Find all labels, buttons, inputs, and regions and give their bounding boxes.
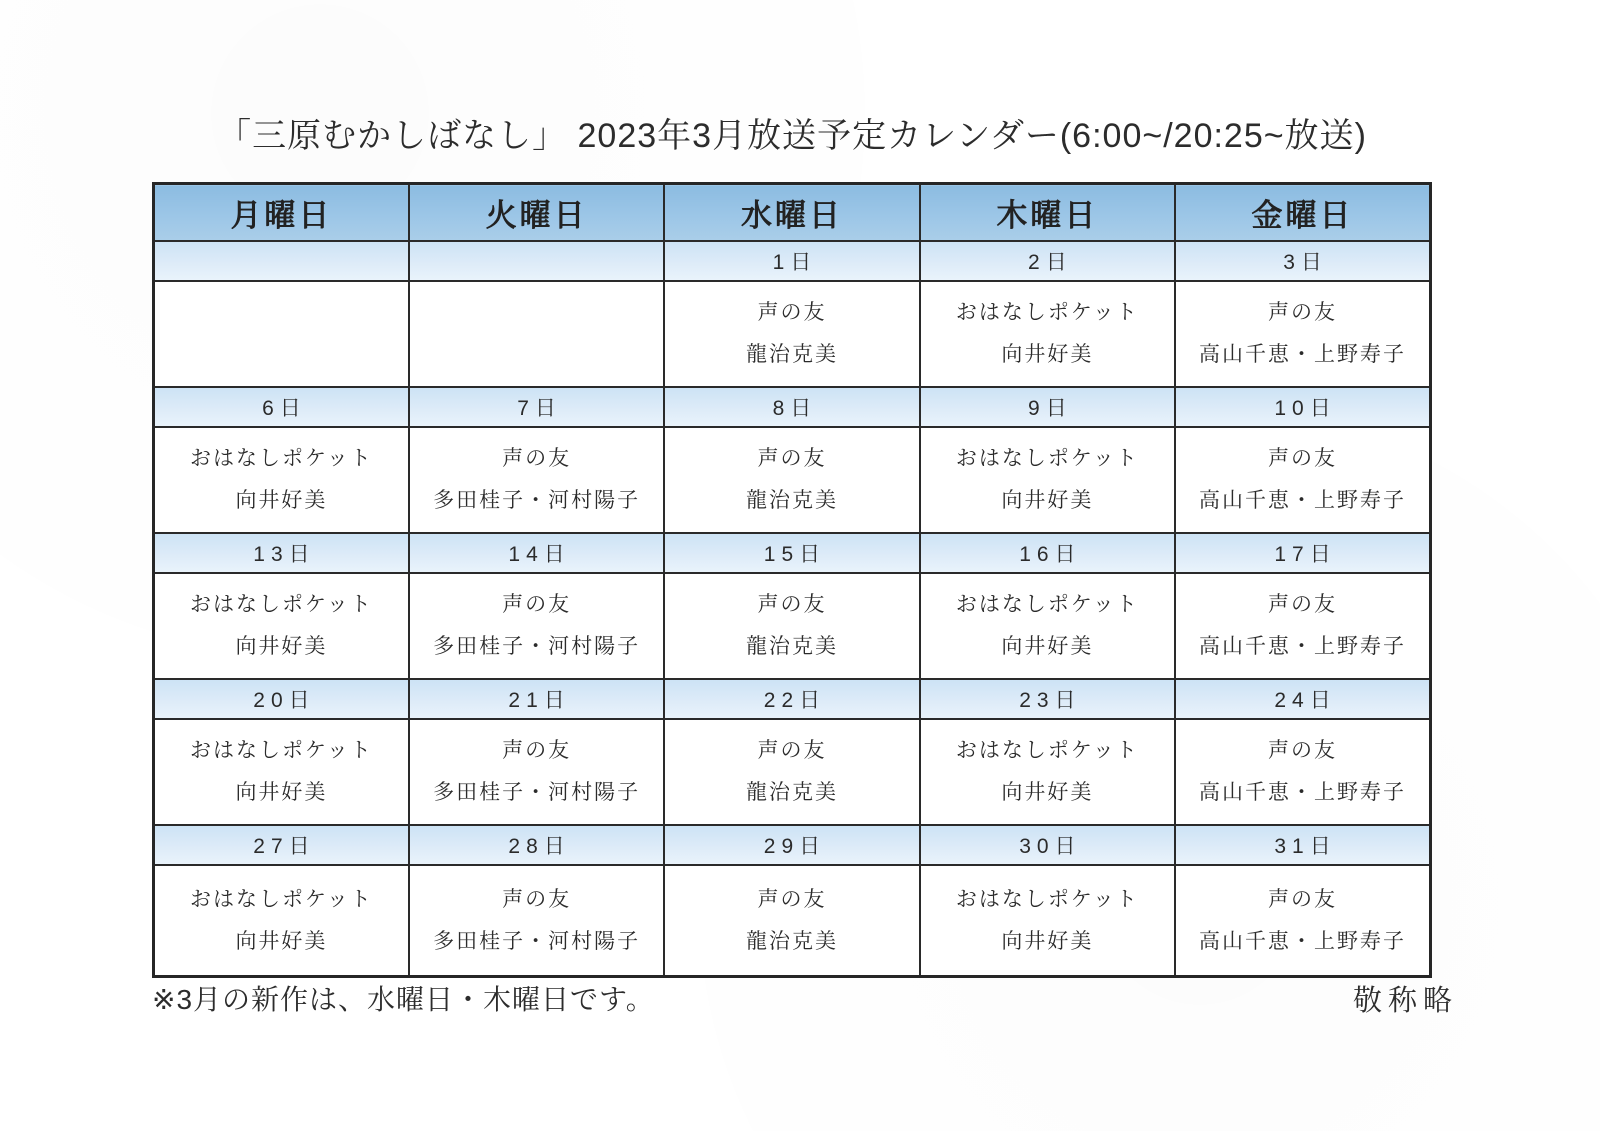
program-performers: 高山千恵・上野寿子 <box>1199 929 1407 953</box>
program-performers: 高山千恵・上野寿子 <box>1199 781 1407 804</box>
program-title: 声の友 <box>757 592 827 616</box>
program-title: 声の友 <box>502 887 572 911</box>
date-cell: 17日 <box>1175 533 1430 573</box>
program-cell <box>409 719 664 825</box>
program-title: おはなしポケット <box>955 300 1139 324</box>
program-title: 声の友 <box>1268 300 1338 324</box>
honorifics-omitted-note: 敬称略 <box>1352 985 1458 1017</box>
program-performers: 龍治克美 <box>745 635 838 658</box>
weekday-header-row <box>154 184 1431 241</box>
program-row-week4 <box>154 719 1431 825</box>
program-performers: 向井好美 <box>1001 929 1094 953</box>
program-title: おはなしポケット <box>955 738 1139 762</box>
program-title: 声の友 <box>757 738 827 762</box>
date-cell: 13日 <box>154 533 409 573</box>
program-performers: 龍治克美 <box>745 489 838 512</box>
program-row-week5 <box>154 865 1431 977</box>
program-performers: 高山千恵・上野寿子 <box>1199 343 1407 366</box>
program-cell <box>920 427 1175 533</box>
header-cell-wednesday: 水曜日 <box>664 184 919 241</box>
program-cell <box>920 573 1175 679</box>
program-cell <box>409 281 664 387</box>
date-cell: 9日 <box>920 387 1175 427</box>
header-cell-thursday: 木曜日 <box>920 184 1175 241</box>
date-row-week3 <box>154 533 1431 573</box>
date-cell: 16日 <box>920 533 1175 573</box>
program-cell <box>664 865 919 977</box>
date-cell: 1日 <box>664 241 919 281</box>
date-cell: 29日 <box>664 825 919 865</box>
date-cell: 14日 <box>409 533 664 573</box>
program-performers: 向井好美 <box>1001 635 1094 658</box>
program-title: 声の友 <box>1268 446 1338 470</box>
program-cell <box>920 281 1175 387</box>
program-title: おはなしポケット <box>955 446 1139 470</box>
program-title: 声の友 <box>1268 738 1338 762</box>
program-title: 声の友 <box>757 300 827 324</box>
date-cell: 6日 <box>154 387 409 427</box>
program-title: 声の友 <box>502 446 572 470</box>
date-cell: 3日 <box>1175 241 1430 281</box>
program-cell <box>920 719 1175 825</box>
broadcast-calendar-table <box>152 182 1432 978</box>
date-cell: 20日 <box>154 679 409 719</box>
date-cell <box>409 241 664 281</box>
date-cell: 8日 <box>664 387 919 427</box>
program-title: 声の友 <box>1268 887 1338 911</box>
date-row-week5 <box>154 825 1431 865</box>
date-cell: 30日 <box>920 825 1175 865</box>
program-row-week1 <box>154 281 1431 387</box>
program-cell <box>409 427 664 533</box>
program-performers: 向井好美 <box>235 781 328 804</box>
header-cell-tuesday: 火曜日 <box>409 184 664 241</box>
header-cell-monday: 月曜日 <box>154 184 409 241</box>
program-performers: 向井好美 <box>1001 781 1094 804</box>
date-cell: 27日 <box>154 825 409 865</box>
date-row-week2 <box>154 387 1431 427</box>
program-cell <box>154 719 409 825</box>
date-cell: 21日 <box>409 679 664 719</box>
program-title: おはなしポケット <box>955 887 1139 911</box>
program-cell <box>1175 427 1430 533</box>
program-title: おはなしポケット <box>189 887 373 911</box>
program-performers: 向井好美 <box>235 489 328 512</box>
program-title: 声の友 <box>757 887 827 911</box>
date-cell: 22日 <box>664 679 919 719</box>
program-performers: 向井好美 <box>1001 489 1094 512</box>
program-cell <box>1175 281 1430 387</box>
program-title: 声の友 <box>1268 592 1338 616</box>
program-row-week2 <box>154 427 1431 533</box>
program-cell <box>409 865 664 977</box>
program-cell <box>664 573 919 679</box>
program-cell <box>154 573 409 679</box>
date-cell: 10日 <box>1175 387 1430 427</box>
program-cell <box>664 427 919 533</box>
program-cell <box>1175 719 1430 825</box>
program-cell <box>154 427 409 533</box>
program-performers: 高山千恵・上野寿子 <box>1199 489 1407 512</box>
program-performers: 向井好美 <box>1001 343 1094 366</box>
program-cell <box>920 865 1175 977</box>
program-performers: 向井好美 <box>235 929 328 953</box>
program-performers: 多田桂子・河村陽子 <box>433 635 641 658</box>
program-performers: 龍治克美 <box>745 781 838 804</box>
program-cell <box>154 281 409 387</box>
date-cell: 2日 <box>920 241 1175 281</box>
date-cell: 15日 <box>664 533 919 573</box>
program-performers: 多田桂子・河村陽子 <box>433 781 641 804</box>
program-row-week3 <box>154 573 1431 679</box>
program-performers: 多田桂子・河村陽子 <box>433 489 641 512</box>
program-performers: 多田桂子・河村陽子 <box>433 929 641 953</box>
program-performers: 龍治克美 <box>745 929 838 953</box>
program-title: おはなしポケット <box>189 592 373 616</box>
program-cell <box>154 865 409 977</box>
footer <box>152 978 1458 1019</box>
program-title: おはなしポケット <box>955 592 1139 616</box>
program-performers: 向井好美 <box>235 635 328 658</box>
date-cell: 23日 <box>920 679 1175 719</box>
program-cell <box>664 719 919 825</box>
date-cell: 24日 <box>1175 679 1430 719</box>
program-title: おはなしポケット <box>189 738 373 762</box>
program-cell <box>409 573 664 679</box>
program-performers: 高山千恵・上野寿子 <box>1199 635 1407 658</box>
date-cell: 28日 <box>409 825 664 865</box>
program-cell <box>664 281 919 387</box>
program-title: 声の友 <box>502 592 572 616</box>
date-row-week1 <box>154 241 1431 281</box>
date-cell: 7日 <box>409 387 664 427</box>
header-cell-friday: 金曜日 <box>1175 184 1430 241</box>
page-title: 「三原むかしばなし」 2023年3月放送予定カレンダー(6:00~/20:25~放送) <box>217 117 1367 155</box>
program-cell <box>1175 573 1430 679</box>
date-row-week4 <box>154 679 1431 719</box>
date-cell <box>154 241 409 281</box>
program-performers: 龍治克美 <box>745 343 838 366</box>
program-cell <box>1175 865 1430 977</box>
new-episodes-note: ※3月の新作は、水曜日・木曜日です。 <box>152 984 655 1015</box>
program-title: おはなしポケット <box>189 446 373 470</box>
date-cell: 31日 <box>1175 825 1430 865</box>
program-title: 声の友 <box>757 446 827 470</box>
program-title: 声の友 <box>502 738 572 762</box>
